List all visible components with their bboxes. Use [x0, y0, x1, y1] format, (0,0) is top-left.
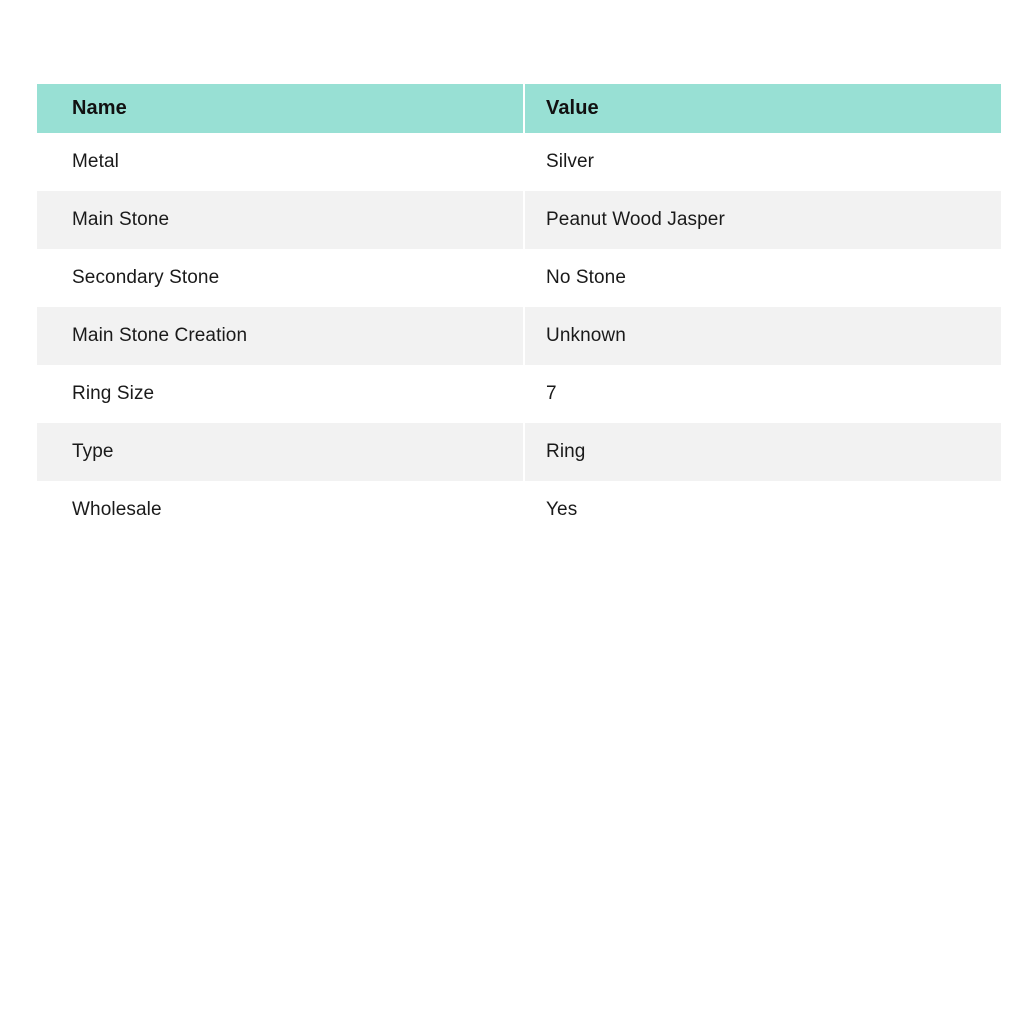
- attribute-name-cell: Type: [72, 441, 114, 462]
- attribute-value-cell: Ring: [523, 423, 1001, 481]
- table-row: [37, 307, 1001, 365]
- attribute-name-cell: Metal: [72, 151, 119, 172]
- attribute-name-cell: Wholesale: [72, 499, 162, 520]
- table-row: [37, 191, 1001, 249]
- attribute-value-cell: Peanut Wood Jasper: [523, 191, 1001, 249]
- attribute-name-cell: Main Stone Creation: [72, 325, 248, 346]
- header-cell-name: Name: [72, 97, 127, 119]
- attribute-value-cell: Unknown: [523, 307, 1001, 365]
- attribute-name-cell: Ring Size: [72, 383, 155, 404]
- attribute-value-cell: 7: [523, 365, 1001, 423]
- attribute-value-cell: No Stone: [523, 249, 1001, 307]
- attribute-value-cell: Yes: [523, 481, 1001, 539]
- table-row: [37, 481, 1001, 539]
- table-row: [37, 133, 1001, 191]
- attributes-table: [37, 84, 1001, 539]
- table-row: [37, 423, 1001, 481]
- attribute-name-cell: Secondary Stone: [72, 267, 220, 288]
- table-row: [37, 249, 1001, 307]
- attribute-value-cell: Silver: [523, 133, 1001, 191]
- table-row: [37, 365, 1001, 423]
- table-header-row: [37, 84, 1001, 133]
- attribute-name-cell: Main Stone: [72, 209, 170, 230]
- header-cell-value: Value: [523, 84, 1001, 133]
